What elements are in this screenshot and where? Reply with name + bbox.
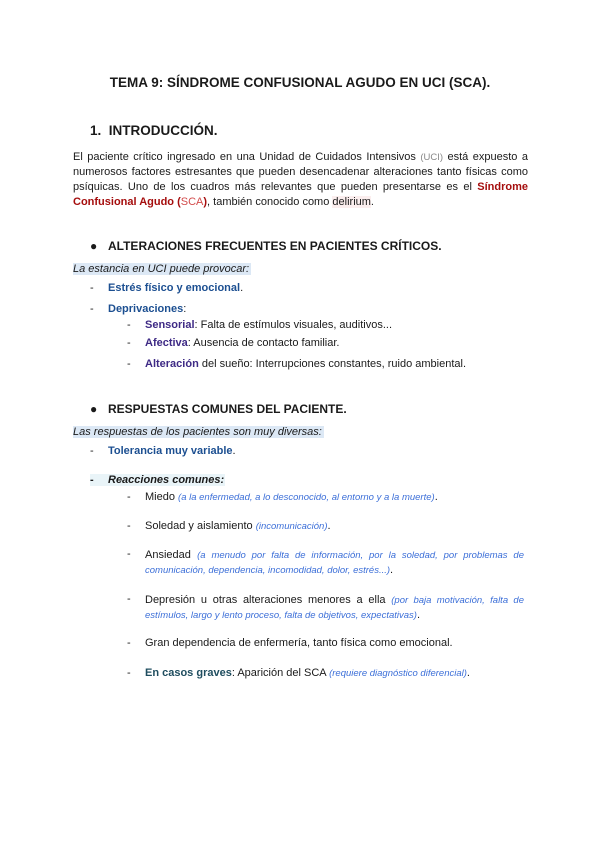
item-text: Ansiedad: [145, 549, 198, 561]
dash: -: [127, 337, 131, 349]
bullet-icon: ●: [90, 402, 98, 416]
sub-item: [127, 358, 467, 370]
item-bold: Sensorial: [145, 319, 195, 331]
item-bold: Reacciones comunes:: [108, 474, 225, 486]
item-text: Depresión u otras alteraciones menores a ella: [145, 594, 392, 606]
section-title: INTRODUCCIÓN.: [108, 123, 218, 138]
sub-item: [127, 667, 470, 679]
sub-item: [127, 548, 524, 576]
list-item: [90, 445, 236, 457]
text: .: [434, 491, 438, 503]
item-bold: En casos graves: [145, 667, 232, 679]
text: El paciente crítico ingresado en una Unidad de Cuidados Intensivos: [73, 151, 421, 163]
item-note: (por baja motivación, falta de estímulos, largo y lento proceso, falta de objetivos, expectativas): [145, 595, 524, 621]
text: .: [390, 564, 394, 576]
section-heading: [90, 123, 218, 138]
list-item: [90, 303, 187, 315]
dash: -: [127, 319, 131, 331]
sub-item: [127, 520, 331, 532]
dash: -: [90, 474, 94, 486]
uci-abbr: (UCI): [420, 152, 444, 163]
item-bold: Estrés físico y emocional: [108, 282, 241, 294]
text: , también conocido como: [207, 196, 333, 208]
sub-item: [127, 593, 524, 621]
item-note: (a la enfermedad, a lo desconocido, al entorno y a la muerte): [178, 492, 435, 503]
item-bold: Alteración: [145, 358, 199, 370]
sub-item: [127, 319, 393, 331]
text: .: [416, 609, 421, 621]
dash: -: [127, 593, 131, 605]
text: .: [466, 667, 470, 679]
item-bold: Tolerancia muy variable: [108, 445, 233, 457]
item-text: .: [232, 445, 236, 457]
delirium-term: delirium: [332, 196, 371, 208]
dash: -: [127, 637, 131, 649]
item-bold: Afectiva: [145, 337, 188, 349]
item-note: (a menudo por falta de información, por la soledad, por problemas de comunicación, dependencia, incomodidad, dolor, estrés...): [145, 550, 524, 576]
dash: -: [127, 667, 131, 679]
bullet-heading: [90, 239, 442, 253]
dash: -: [127, 491, 131, 503]
item-text: Soledad y aislamiento: [145, 520, 256, 532]
item-note: (incomunicación): [255, 521, 328, 532]
heading-text: RESPUESTAS COMUNES DEL PACIENTE.: [108, 402, 347, 416]
text: .: [370, 196, 374, 208]
text: ): [203, 196, 208, 208]
list-item: [90, 282, 244, 294]
sca-term: Síndrome Confusional Agudo (: [73, 181, 528, 208]
sub-item: [127, 637, 453, 649]
intro-line: La estancia en UCI puede provocar:: [73, 263, 250, 275]
intro-paragraph: [73, 150, 528, 210]
item-text: .: [240, 282, 244, 294]
text: está expuesto a numerosos factores estresantes que pueden desencadenar alteraciones tanto físicas como psíquicas. Uno de los cuadros más relevantes que pueden presentarse es el: [73, 151, 528, 193]
item-text: Gran dependencia de enfermería, tanto física como emocional.: [145, 637, 453, 649]
item-text: :: [183, 303, 187, 315]
heading-text: ALTERACIONES FRECUENTES EN PACIENTES CRÍTICOS.: [108, 239, 442, 253]
section-number: 1.: [90, 123, 102, 138]
item-bold: Deprivaciones: [108, 303, 184, 315]
document-title: TEMA 9: SÍNDROME CONFUSIONAL AGUDO EN UCI (SCA).: [109, 75, 491, 90]
dash: -: [127, 358, 131, 370]
dash: -: [90, 303, 94, 315]
item-text: del sueño: Interrupciones constantes, ruido ambiental.: [198, 358, 467, 370]
text: .: [327, 520, 331, 532]
bullet-heading: [90, 402, 347, 416]
list-item: [90, 474, 225, 486]
item-text: : Ausencia de contacto familiar.: [187, 337, 340, 349]
sub-item: [127, 491, 438, 503]
intro-line: Las respuestas de los pacientes son muy diversas:: [73, 426, 322, 438]
dash: -: [90, 445, 94, 457]
bullet-icon: ●: [90, 239, 98, 253]
item-text: : Aparición del SCA: [231, 667, 330, 679]
dash: -: [127, 548, 131, 560]
item-note: (requiere diagnóstico diferencial): [329, 668, 467, 679]
dash: -: [127, 520, 131, 532]
item-text: Miedo: [145, 491, 179, 503]
sub-item: [127, 337, 340, 349]
sca-abbr: SCA: [180, 196, 204, 208]
item-text: : Falta de estímulos visuales, auditivos...: [194, 319, 393, 331]
dash: -: [90, 282, 94, 294]
